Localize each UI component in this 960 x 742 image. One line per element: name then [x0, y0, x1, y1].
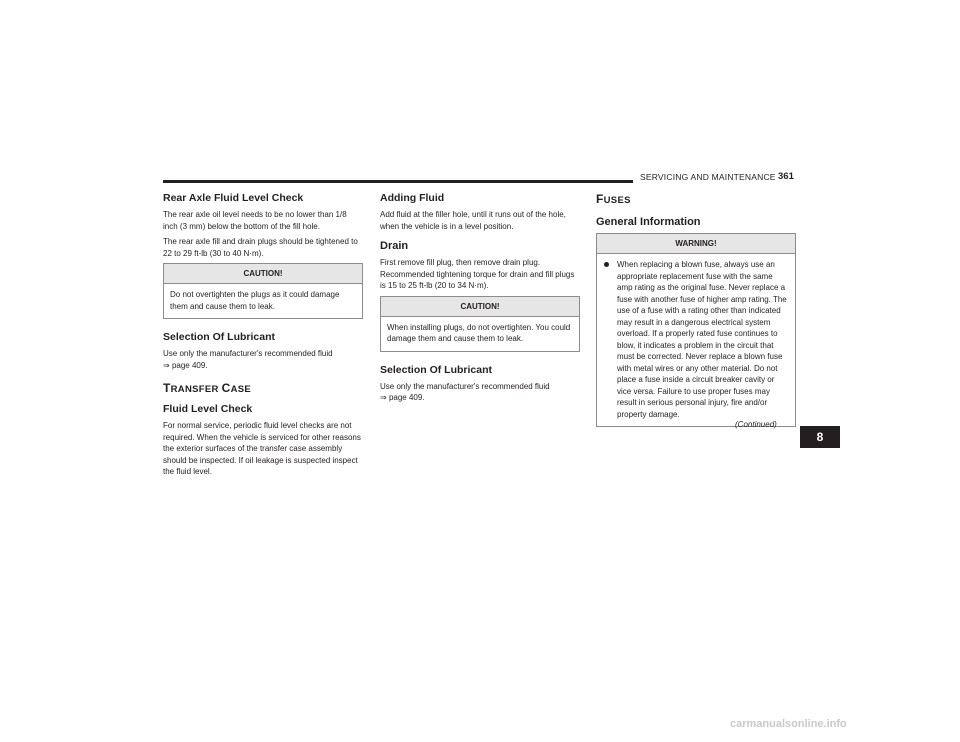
heading-transfer-case	[163, 381, 363, 395]
page-ref-link[interactable]: page 409.	[171, 360, 208, 370]
column-3	[596, 192, 796, 431]
continued-note: (Continued)	[735, 420, 777, 429]
caution-title: CAUTION!	[381, 297, 579, 317]
caution-title: CAUTION!	[164, 264, 362, 284]
column-2	[380, 192, 580, 408]
section-title: SERVICING AND MAINTENANCE	[640, 172, 776, 182]
paragraph: For normal service, periodic fluid level checks are not required. When the vehicle is serviced for other reasons the exterior surfaces of the transfer case assembly should be inspected. If oil leakage is suspected inspect the fluid level.	[163, 421, 361, 476]
heading-fluid-level: Fluid Level Check	[163, 403, 253, 415]
column-1	[163, 192, 363, 482]
warning-body	[597, 254, 795, 426]
heading-lubricant: Selection Of Lubricant	[163, 331, 276, 343]
heading-letter: T	[163, 381, 171, 395]
page-ref-arrow-icon: ⇒	[163, 360, 170, 370]
heading-lubricant: Selection Of Lubricant	[380, 363, 493, 376]
chapter-tab: 8	[800, 426, 840, 448]
heading-drain: Drain	[380, 240, 409, 252]
paragraph: First remove fill plug, then remove drain plug. Recommended tightening torque for drain and fill plugs is 15 to 25 ft-lb (20 to 34 N·m).	[380, 258, 575, 290]
warning-title: WARNING!	[597, 234, 795, 254]
heading-smallcaps: ASE	[230, 384, 252, 395]
lubricant-paragraph	[163, 348, 363, 371]
heading-smallcaps: RANSFER	[170, 384, 222, 395]
lubricant-paragraph	[380, 381, 580, 404]
page-ref-link[interactable]: page 409.	[388, 393, 425, 402]
paragraph: The rear axle oil level needs to be no lower than 1/8 inch (3 mm) below the bottom of the fill hole.	[163, 210, 347, 231]
caution-text: When installing plugs, do not overtighten. You could damage them and cause them to leak.	[387, 322, 571, 343]
caution-box	[380, 296, 580, 352]
warning-text: When replacing a blown fuse, always use an appropriate replacement fuse with the same amp rating as the original fuse. Never replace a fuse with another fuse of higher amp rating. The use of a fuse with a rating other than indicated may result in a dangerous electrical system overload. If a properly rated fuse continues to blow, it indicates a problem in the circuit that must be corrected. Never replace a blown fuse with metal wires or any other material. Do not place a fuse inside a circuit breaker cavity or vice versa. Failure to use proper fuses may result in serious personal injury, fire and/or property damage.	[617, 260, 787, 419]
heading-letter: C	[221, 381, 231, 395]
watermark: carmanualsonline.info	[730, 718, 847, 730]
warning-item	[603, 259, 789, 420]
paragraph: The rear axle fill and drain plugs should be tightened to 22 to 29 ft-lb (30 to 40 N·m).	[163, 237, 358, 258]
warning-box	[596, 233, 796, 427]
header-rule	[163, 180, 633, 183]
heading-adding-fluid: Adding Fluid	[380, 192, 445, 204]
caution-text: Do not overtighten the plugs as it could damage them and cause them to leak.	[170, 290, 340, 311]
heading-general-information: General Information	[596, 216, 701, 228]
heading-smallcaps: USES	[603, 195, 631, 206]
paragraph: Add fluid at the filler hole, until it runs out of the hole, when the vehicle is in a level position.	[380, 210, 566, 231]
bullet-icon	[604, 262, 609, 267]
heading-rear-axle: Rear Axle Fluid Level Check	[163, 192, 304, 204]
heading-fuses	[596, 192, 796, 206]
page-ref-arrow-icon: ⇒	[380, 393, 387, 402]
page-number: 361	[778, 171, 794, 182]
lubricant-text: Use only the manufacturer's recommended fluid	[380, 381, 550, 391]
caution-box	[163, 263, 363, 319]
lubricant-text: Use only the manufacturer's recommended fluid	[163, 349, 333, 358]
heading-letter: F	[596, 192, 604, 206]
